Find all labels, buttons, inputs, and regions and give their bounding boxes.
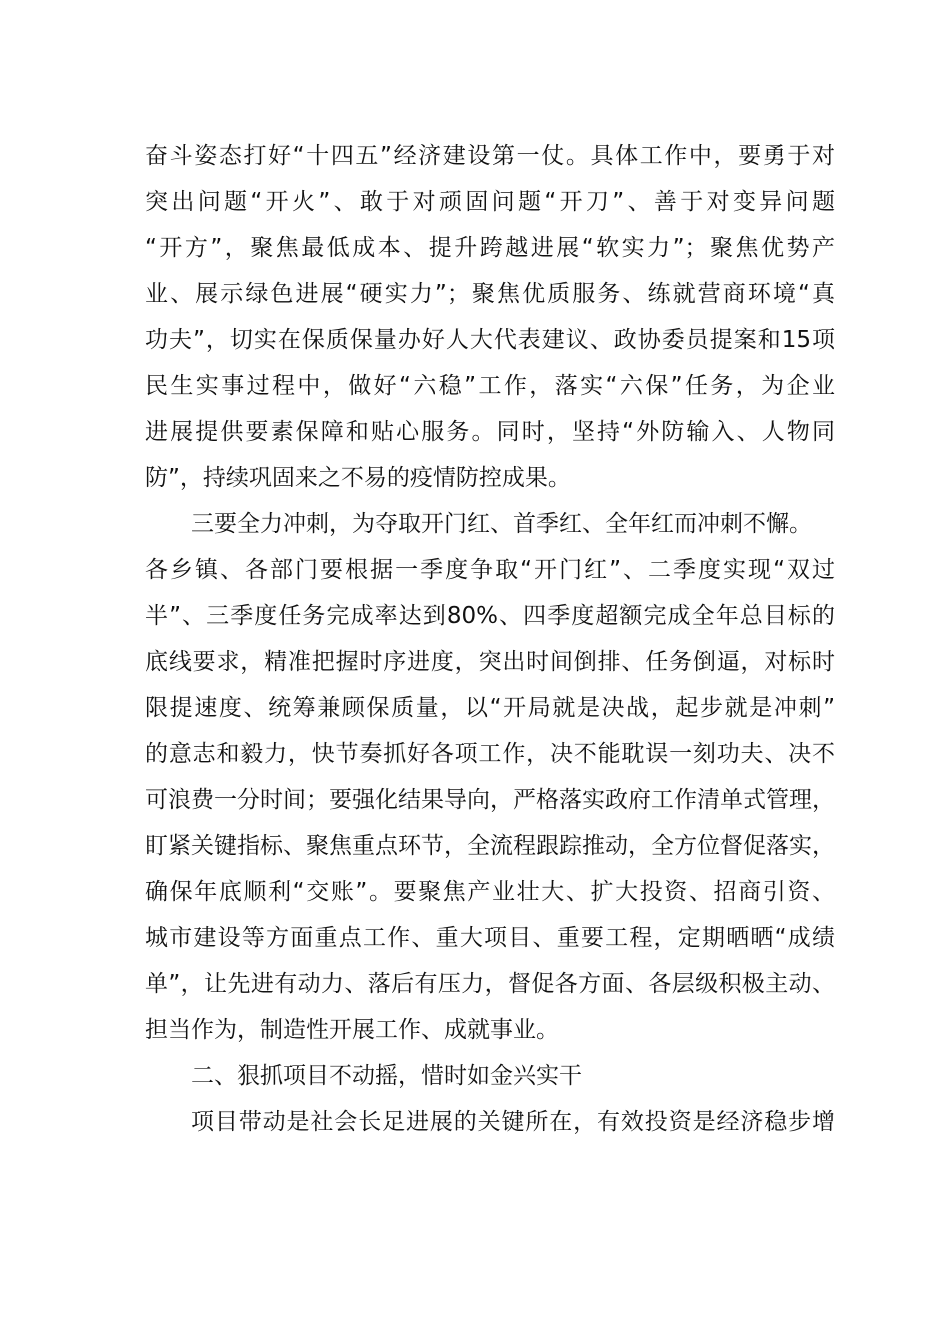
text-line: 业、展示绿色进展“硬实力”；聚焦优质服务、练就营商环境“真 bbox=[145, 281, 835, 307]
text-line: 民生实事过程中，做好“六稳”工作，落实“六保”任务，为企业 bbox=[145, 373, 835, 399]
text-line: 功夫”，切实在保质保量办好人大代表建议、政协委员提案和15项 bbox=[145, 327, 835, 353]
text-line: 突出问题“开火”、敢于对顽固问题“开刀”、善于对变异问题 bbox=[145, 189, 835, 215]
text-line: 半”、三季度任务完成率达到80%、四季度超额完成全年总目标的 bbox=[145, 603, 835, 629]
text-line: 底线要求，精准把握时序进度，突出时间倒排、任务倒逼，对标时 bbox=[145, 649, 835, 675]
text-line: 进展提供要素保障和贴心服务。同时，坚持“外防输入、人物同 bbox=[145, 419, 835, 445]
text-line: 确保年底顺利“交账”。要聚焦产业壮大、扩大投资、招商引资、 bbox=[145, 879, 835, 905]
section-heading: 二、狠抓项目不动摇，惜时如金兴实干 bbox=[191, 1063, 582, 1089]
text-line: 奋斗姿态打好“十四五”经济建设第一仗。具体工作中，要勇于对 bbox=[145, 143, 835, 169]
text-line: “开方”，聚焦最低成本、提升跨越进展“软实力”；聚焦优势产 bbox=[145, 235, 835, 261]
text-line: 盯紧关键指标、聚焦重点环节，全流程跟踪推动，全方位督促落实， bbox=[145, 833, 835, 859]
paragraph-start-line: 项目带动是社会长足进展的关键所在，有效投资是经济稳步增 bbox=[191, 1109, 835, 1135]
text-line: 的意志和毅力，快节奏抓好各项工作，决不能耽误一刻功夫、决不 bbox=[145, 741, 835, 767]
text-line: 各乡镇、各部门要根据一季度争取“开门红”、二季度实现“双过 bbox=[145, 557, 835, 583]
text-line: 城市建设等方面重点工作、重大项目、重要工程，定期晒晒“成绩 bbox=[145, 925, 835, 951]
text-line: 限提速度、统筹兼顾保质量，以“开局就是决战，起步就是冲刺” bbox=[145, 695, 835, 721]
text-line: 防”，持续巩固来之不易的疫情防控成果。 bbox=[145, 465, 571, 491]
text-line: 单”，让先进有动力、落后有压力，督促各方面、各层级积极主动、 bbox=[145, 971, 835, 997]
text-line: 可浪费一分时间；要强化结果导向，严格落实政府工作清单式管理， bbox=[145, 787, 835, 813]
text-line: 担当作为，制造性开展工作、成就事业。 bbox=[145, 1017, 559, 1043]
paragraph-start-line: 三要全力冲刺，为夺取开门红、首季红、全年红而冲刺不懈。 bbox=[191, 511, 812, 537]
